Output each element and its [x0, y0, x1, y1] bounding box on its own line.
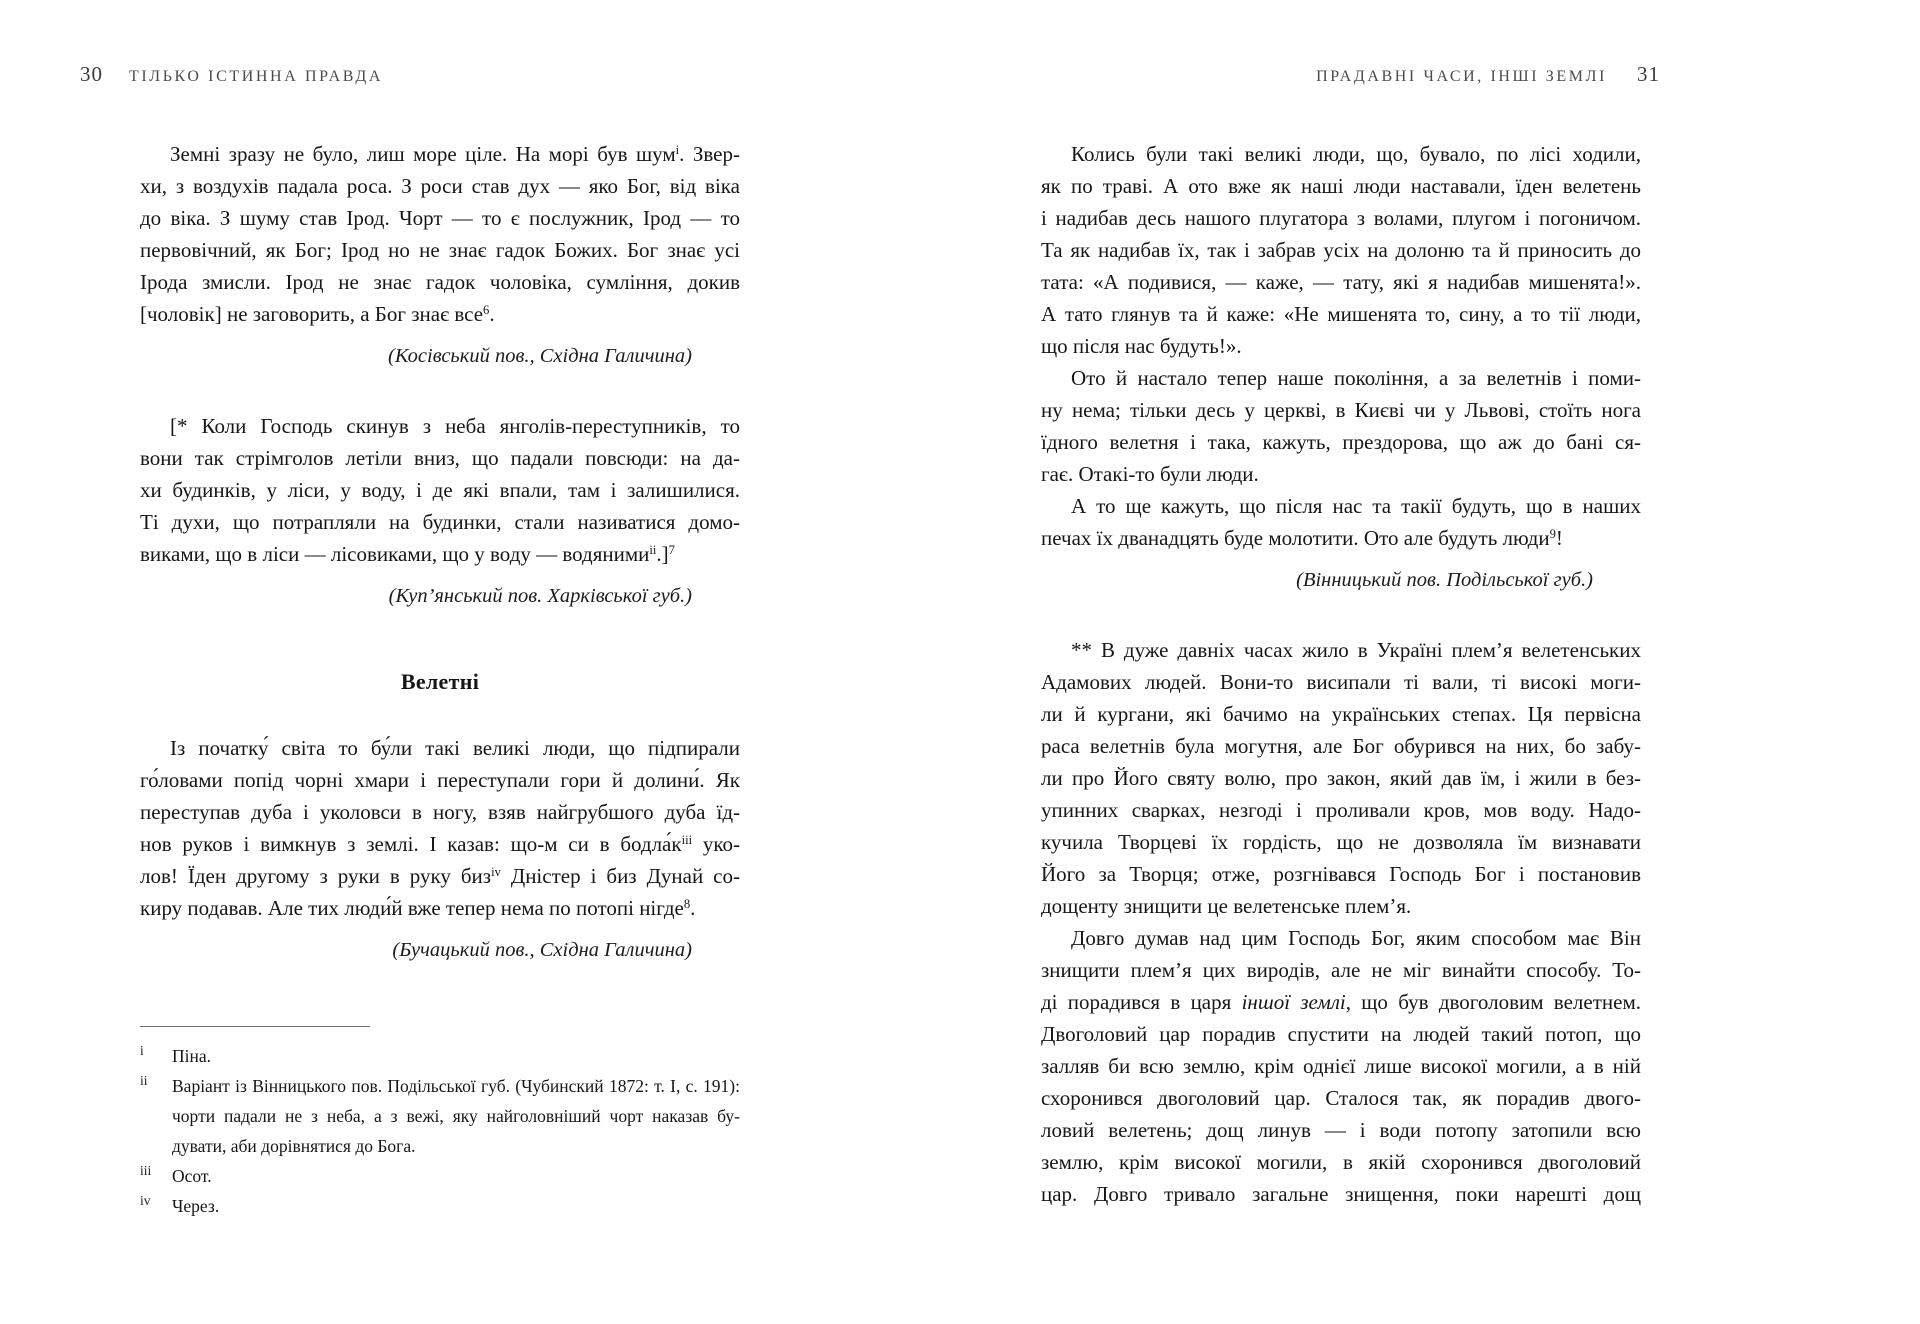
text-line: вони так стрімголов летіли вниз, що падали повсюди: на да-: [140, 446, 740, 470]
text-line: печах їх дванадцять буде молотити. Ото але будуть люди$^9$!: [1041, 526, 1563, 550]
running-head-right: ПРАДАВНІ ЧАСИ, ІНШІ ЗЕМЛІ: [1316, 68, 1607, 85]
source-attribution: (Вінницький пов. Подільської губ.): [1296, 569, 1593, 591]
footnote-item: [140, 1161, 740, 1191]
footnote-line: дувати, аби дорівнятися до Бога.: [172, 1136, 416, 1156]
text-line: го́ловами попід чорні хмари і переступали гори й долини́. Як: [140, 768, 740, 792]
text-line: Двоголовий цар порадив спустити на людей такий потоп, що: [1041, 1022, 1641, 1046]
footnote-item: [140, 1071, 740, 1161]
text-line: Ірода змисли. Ірод не знає гадок чоловіка, сумління, докив: [140, 270, 740, 294]
paragraph: [140, 732, 740, 924]
text-line: як по траві. А ото вже як наші люди наставали, їден велетень: [1041, 174, 1641, 198]
left-page-text-column: [140, 138, 740, 1221]
footnote-line: Осот.: [172, 1166, 212, 1186]
text-line: хи будинків, у ліси, у воду, і де які впали, там і залишилися.: [140, 478, 740, 502]
text-line: Довго думав над цим Господь Бог, яким способом має Він: [1071, 926, 1641, 950]
footnote-line: Через.: [172, 1196, 220, 1216]
text-line: раса велетнів була могутня, але Бог обурився на них, бо забу-: [1041, 734, 1641, 758]
text-line: ді порадився в царя іншої землі, що був двоголовим велетнем.: [1041, 990, 1641, 1014]
text-line: нов руков і вимкнув з землі. І казав: що-м си в $бодла́к^{iii}$ уко-: [140, 832, 740, 856]
text-line: первовічний, як Бог; Ірод но не знає гадок Божих. Бог знає усі: [140, 238, 740, 262]
text-line: землю, крім високої могили, в якій схоронився двоголовий: [1041, 1150, 1641, 1174]
text-line: ** В дуже давніх часах жило в Україні плем’я велетенських: [1071, 638, 1641, 662]
text-line: їдного велетня і така, кажуть, прездорова, що аж до бані ся-: [1041, 430, 1641, 454]
footnote-text: [172, 1161, 740, 1191]
text-line: ли про Його святу волю, про закон, який дав їм, і жили в без-: [1041, 766, 1641, 790]
footnote-marker: i: [140, 1043, 144, 1058]
text-line: Ті духи, що потрапляли на будинки, стали називатися домо-: [140, 510, 740, 534]
footnote-line: чорти падали не з неба, а з вежі, яку найголовніший чорт наказав бу-: [172, 1106, 740, 1126]
text-line: гає. Отакі-то були люди.: [1041, 462, 1259, 486]
text-line: Земні зразу не було, лиш море ціле. На морі був шум$^i$. Звер-: [170, 142, 740, 166]
source-attribution: (Бучацький пов., Східна Галичина): [392, 939, 692, 961]
footnotes-block: [140, 1026, 740, 1221]
footnote-marker: ii: [140, 1073, 148, 1088]
text-line: виками, що в ліси — лісовиками, що у воду — водяними$^{ii}$.]$^7$: [140, 542, 675, 566]
text-line: Із початку́ світа то бу́ли такі великі люди, що підпирали: [170, 736, 740, 760]
footnote-text: [172, 1071, 740, 1161]
page-number-right: 31: [1637, 62, 1660, 86]
text-line: дощенту знищити це велетенське плем’я.: [1041, 894, 1412, 918]
text-line: тата: «А подивися, — каже, — тату, які я надибав мишенята!».: [1041, 270, 1641, 294]
text-line: [* Коли Господь скинув з неба янголів-переступників, то: [170, 414, 740, 438]
page-number-left: 30: [80, 62, 103, 86]
paragraph: [1041, 138, 1641, 362]
text-line: Адамових людей. Вони-то висипали ті вали, ті високі моги-: [1041, 670, 1641, 694]
text-line: хи, з воздухів падала роса. З роси став дух — яко Бог, від віка: [140, 174, 740, 198]
text-line: залляв би всю землю, крім однієї лише високої могили, а в ній: [1041, 1054, 1641, 1078]
text-line: ну нема; тільки десь у церкві, в Києві чи у Львові, стоїть нога: [1041, 398, 1641, 422]
text-line: і надибав десь нашого плугатора з волами, плугом і погоничом.: [1041, 206, 1641, 230]
footnote-line: Варіант із Вінницького пов. Подільської губ. (Чубинский 1872: т. І, с. 191):: [172, 1076, 740, 1096]
text-line: Колись були такі великі люди, що, бувало, по лісі ходили,: [1071, 142, 1641, 166]
paragraph: [140, 410, 740, 570]
source-attribution: (Косівський пов., Східна Галичина): [388, 345, 692, 367]
right-page-header: [1041, 62, 1660, 87]
footnote-text: [172, 1041, 740, 1071]
paragraph: [1041, 490, 1641, 554]
text-line: киру подавав. Але тих люди́й вже тепер нема по потопі нігде$^8$.: [140, 896, 696, 920]
footnote-rule: [140, 1026, 370, 1027]
text-line: переступав дуба і уколовси в ногу, взяв найгрубшого дуба їд-: [140, 800, 740, 824]
source-attribution: (Куп’янський пов. Харківської губ.): [388, 585, 692, 607]
paragraph: [140, 138, 740, 330]
text-line: А то ще кажуть, що після нас та такії будуть, що в наших: [1071, 494, 1641, 518]
text-line: [чоловік] не заговорить, а Бог знає все$^6$.: [140, 302, 495, 326]
text-line: до віка. З шуму став Ірод. Чорт — то є послужник, Ірод — то: [140, 206, 740, 230]
text-line: А тато глянув та й каже: «Не мишенята то, сину, а то тії люди,: [1041, 302, 1641, 326]
text-line: Ото й настало тепер наше покоління, а за велетнів і поми-: [1071, 366, 1641, 390]
footnote-line: Піна.: [172, 1046, 212, 1066]
text-line: ли й кургани, які бачимо на українських степах. Ця первісна: [1041, 702, 1641, 726]
right-page-text-column: [1041, 138, 1641, 1210]
text-line: Та як надибав їх, так і забрав усіх на долоню та й приносить до: [1041, 238, 1641, 262]
left-page-header: [80, 62, 383, 87]
footnote-item: [140, 1041, 740, 1071]
text-line: ловий велетень; дощ линув — і води потопу затопили всю: [1041, 1118, 1641, 1142]
text-line: Його за Творця; отже, розгнівався Господь Бог і постановив: [1041, 862, 1641, 886]
text-line: упинних сварках, незгоді і проливали кров, мов воду. Надо-: [1041, 798, 1641, 822]
paragraph: [1041, 922, 1641, 1210]
text-line: схоронився двоголовий цар. Сталося так, як порадив двого-: [1041, 1086, 1641, 1110]
text-line: що після нас будуть!».: [1041, 334, 1242, 358]
paragraph: [1041, 634, 1641, 922]
footnote-marker: iv: [140, 1193, 151, 1208]
text-line: цар. Довго тривало загальне знищення, поки нарешті дощ: [1041, 1182, 1641, 1206]
running-head-left: ТІЛЬКО ІСТИННА ПРАВДА: [129, 68, 384, 85]
text-line: кучила Творцеві їх гордість, що не дозволяла їм визнавати: [1041, 830, 1641, 854]
section-heading: Велетні: [400, 669, 480, 694]
paragraph: [1041, 362, 1641, 490]
text-line: знищити плем’я цих виродів, але не міг винайти способу. То-: [1041, 958, 1641, 982]
footnote-text: [172, 1191, 740, 1221]
footnote-item: [140, 1191, 740, 1221]
text-line: лов! Їден другому з руки в руку биз$^{iv}$ Дністер і биз Дунай со-: [140, 864, 740, 888]
footnote-marker: iii: [140, 1163, 152, 1178]
